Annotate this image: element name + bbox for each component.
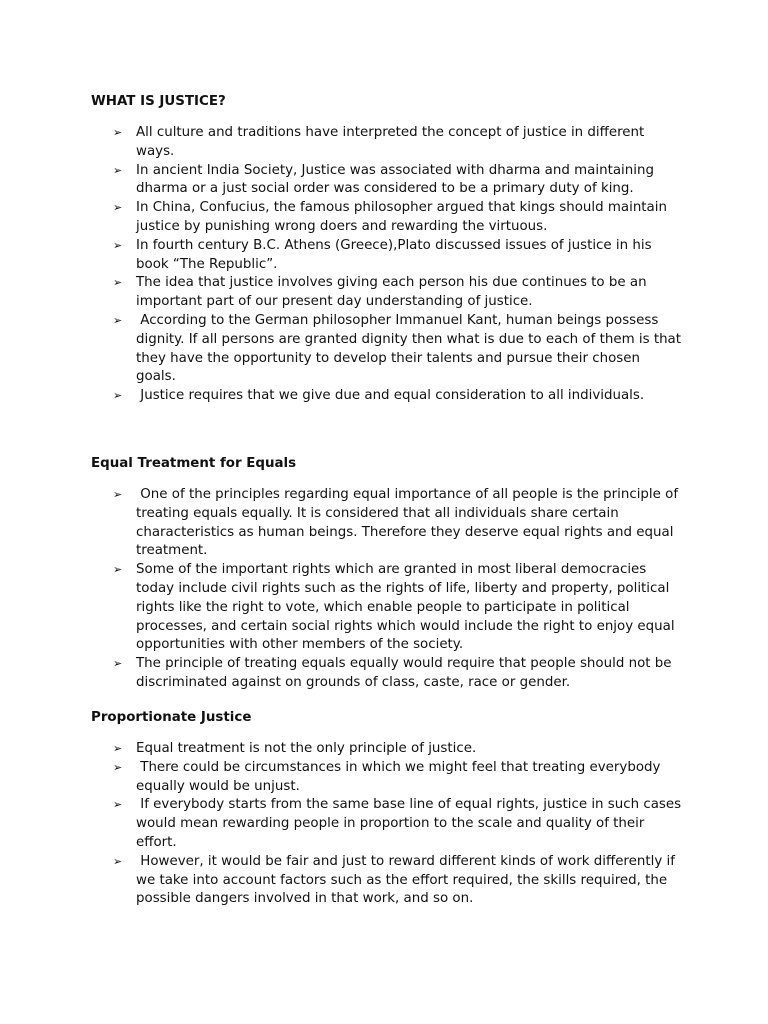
- bullet-list-equal-treatment: [0, 486, 684, 693]
- list-item: ➢ In ancient India Society, Justice was associated with dharma and maintaining dharma or a just social order was considered to be a primary duty of king.: [113, 162, 659, 197]
- arrowhead-bullet-icon: ➢: [113, 657, 123, 671]
- arrowhead-bullet-icon: ➢: [113, 488, 123, 501]
- arrowhead-bullet-icon: ➢: [113, 742, 123, 755]
- list-item: ➢ Equal treatment is not the only principle of justice.: [0, 740, 684, 759]
- list-item: ➢ In China, Confucius, the famous philosopher argued that kings should maintain justice by punishing wrong doers and rewarding the virtuous.: [113, 200, 672, 234]
- arrowhead-bullet-icon: ➢: [113, 760, 123, 774]
- arrowhead-bullet-icon: ➢: [113, 798, 123, 812]
- arrowhead-bullet-icon: ➢: [113, 854, 123, 868]
- bullet-list-what-is-justice: [0, 124, 684, 406]
- list-item: ➢ One of the principles regarding equal importance of all people is the principle of treating equals equally. It is considered that all individuals share certain characteristics as human beings. Therefore they deserve equal rights and equal treatment.: [113, 487, 683, 559]
- list-item: ➢ If everybody starts from the same base line of equal rights, justice in such cases would mean rewarding people in proportion to the scale and quality of their effort.: [113, 797, 686, 850]
- list-item: ➢ The idea that justice involves giving each person his due continues to be an important part of our present day understanding of justice.: [113, 275, 651, 310]
- section-heading-equal-treatment: Equal Treatment for Equals: [91, 456, 297, 471]
- list-item: ➢ Justice requires that we give due and equal consideration to all individuals.: [0, 387, 684, 406]
- section-heading-what-is-justice: WHAT IS JUSTICE?: [91, 94, 226, 109]
- arrowhead-bullet-icon: ➢: [113, 563, 123, 577]
- arrowhead-bullet-icon: ➢: [113, 389, 123, 403]
- list-item: ➢ In fourth century B.C. Athens (Greece),Plato discussed issues of justice in his book “The Republic”.: [113, 237, 656, 272]
- list-item: ➢ All culture and traditions have interpreted the concept of justice in different ways.: [113, 125, 649, 159]
- arrowhead-bullet-icon: ➢: [113, 126, 123, 139]
- list-item: ➢ The principle of treating equals equally would require that people should not be discriminated against on grounds of class, caste, race or gender.: [113, 656, 676, 690]
- list-item: ➢ However, it would be fair and just to reward different kinds of work differently if we take into account factors such as the effort required, the skills required, the possible dangers involved in that work, and so on.: [113, 853, 680, 907]
- section-heading-proportionate-justice: Proportionate Justice: [91, 710, 252, 725]
- list-item: ➢ Some of the important rights which are granted in most liberal democracies today include civil rights such as the rights of life, liberty and property, political rights like the right to vote, which enable people to participate in political processes, and certain social rights which would include the right to enjoy equal opportunities with other members of the society.: [113, 562, 679, 653]
- arrowhead-bullet-icon: ➢: [113, 163, 123, 177]
- bullet-list-proportionate-justice: [0, 740, 684, 909]
- arrowhead-bullet-icon: ➢: [113, 313, 123, 327]
- arrowhead-bullet-icon: ➢: [113, 276, 123, 290]
- arrowhead-bullet-icon: ➢: [113, 201, 123, 215]
- list-item: ➢ According to the German philosopher Immanuel Kant, human beings possess dignity. If all persons are granted dignity then what is due to each of them is that they have the opportunity to develop their talents and pursue their chosen goals.: [113, 312, 686, 385]
- arrowhead-bullet-icon: ➢: [113, 238, 123, 252]
- list-item: ➢ There could be circumstances in which we might feel that treating everybody equally would be unjust.: [113, 759, 665, 794]
